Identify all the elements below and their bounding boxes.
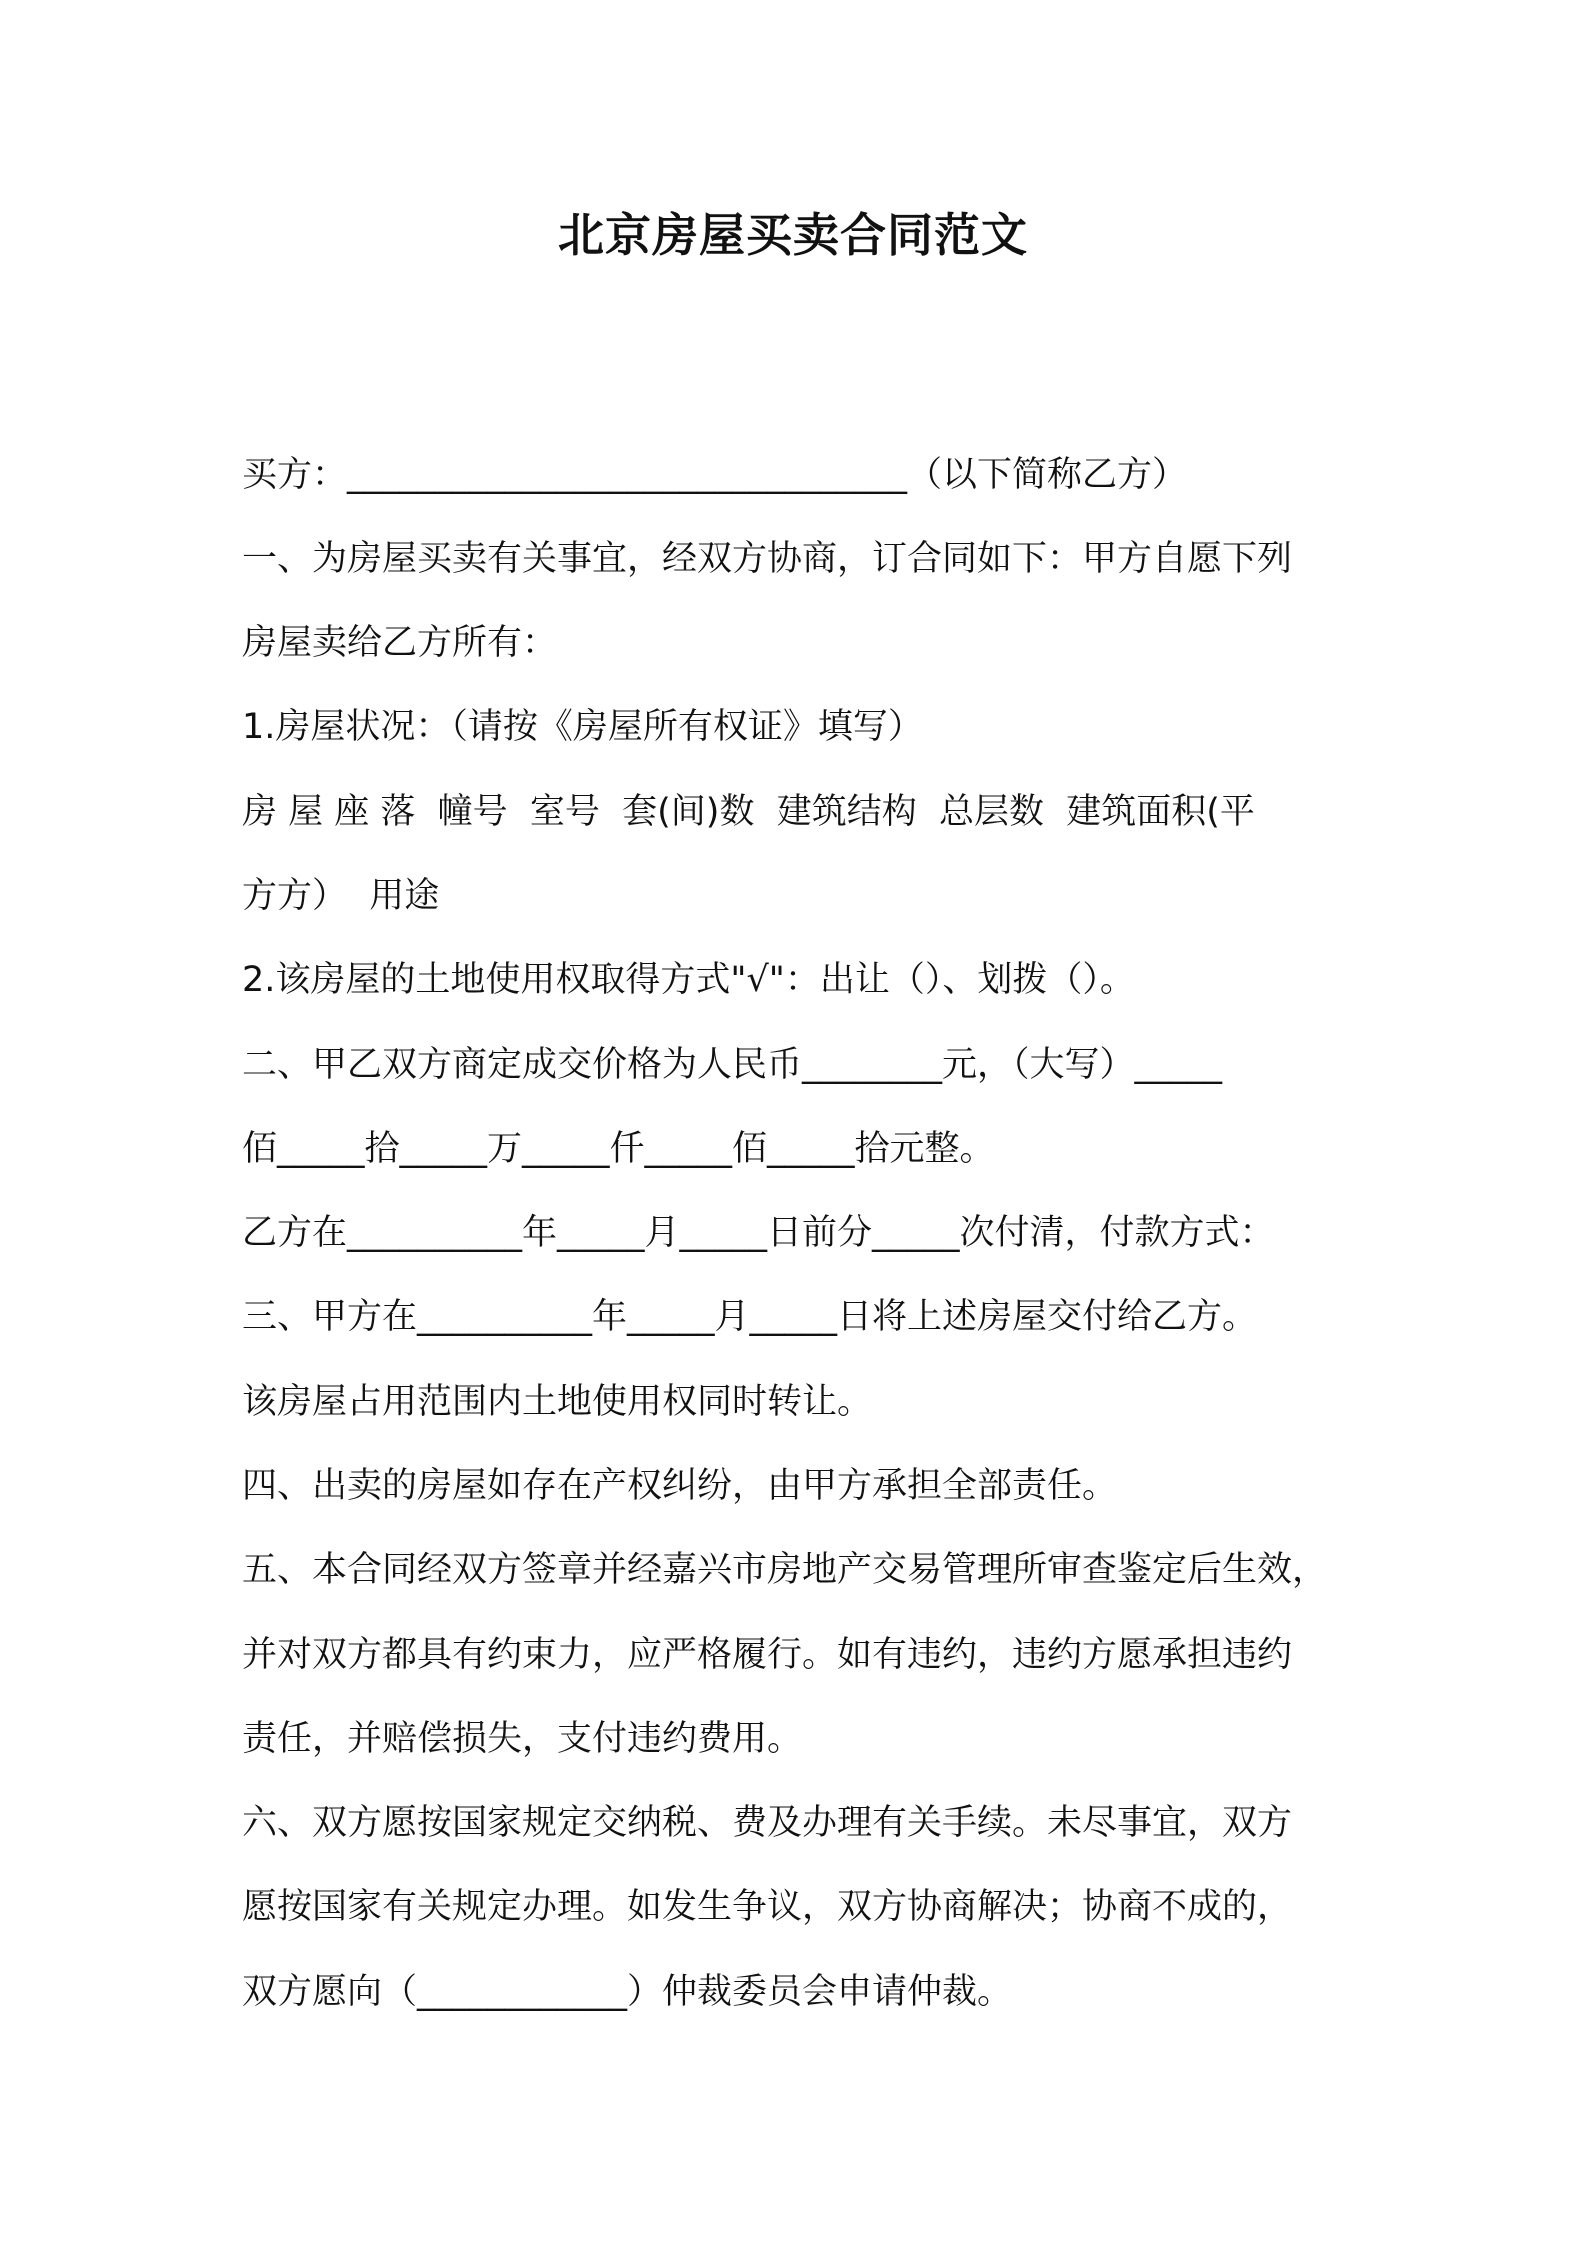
house-status-line: 1.房屋状况：（请按《房屋所有权证》填写） [242, 707, 923, 747]
clause-5: 五、本合同经双方签章并经嘉兴市房地产交易管理所审查鉴定后生效， [242, 1550, 1328, 1590]
clause-1-intro-cont: 房屋卖给乙方所有： [242, 623, 558, 663]
clause-3-cont: 该房屋占用范围内土地使用权同时转让。 [242, 1382, 873, 1422]
clause-6-cont-2: 双方愿向（____________）仲裁委员会申请仲裁。 [242, 1972, 1013, 2012]
buyer-line: 买方：________________________________（以下简称乙方） [242, 455, 1188, 495]
clause-5-cont-2: 责任，并赔偿损失，支付违约费用。 [242, 1719, 803, 1759]
payment-line: 乙方在__________年_____月_____日前分_____次付清，付款方式： [242, 1213, 1275, 1253]
clause-6: 六、双方愿按国家规定交纳税、费及办理有关手续。未尽事宜，双方 [242, 1803, 1293, 1843]
clause-5-cont-1: 并对双方都具有约束力，应严格履行。如有违约，违约方愿承担违约 [242, 1635, 1293, 1675]
clause-2-price: 二、甲乙双方商定成交价格为人民币________元，（大写）_____ [242, 1045, 1223, 1085]
land-use-line: 2.该房屋的土地使用权取得方式"√"：出让（）、划拨（）。 [242, 960, 1135, 1000]
house-fields-cont: 方方） 用途 [242, 876, 440, 916]
document-title: 北京房屋买卖合同范文 [558, 208, 1028, 262]
clause-2-amount: 佰_____拾_____万_____仟_____佰_____拾元整。 [242, 1129, 995, 1169]
clause-3-delivery: 三、甲方在__________年_____月_____日将上述房屋交付给乙方。 [242, 1297, 1258, 1337]
house-fields-line: 房 屋 座 落 幢号 室号 套(间)数 建筑结构 总层数 建筑面积(平 [242, 792, 1255, 832]
clause-1-intro: 一、为房屋买卖有关事宜，经双方协商，订合同如下：甲方自愿下列 [242, 539, 1293, 579]
clause-4: 四、出卖的房屋如存在产权纠纷，由甲方承担全部责任。 [242, 1466, 1118, 1506]
clause-6-cont-1: 愿按国家有关规定办理。如发生争议，双方协商解决；协商不成的， [242, 1887, 1293, 1927]
